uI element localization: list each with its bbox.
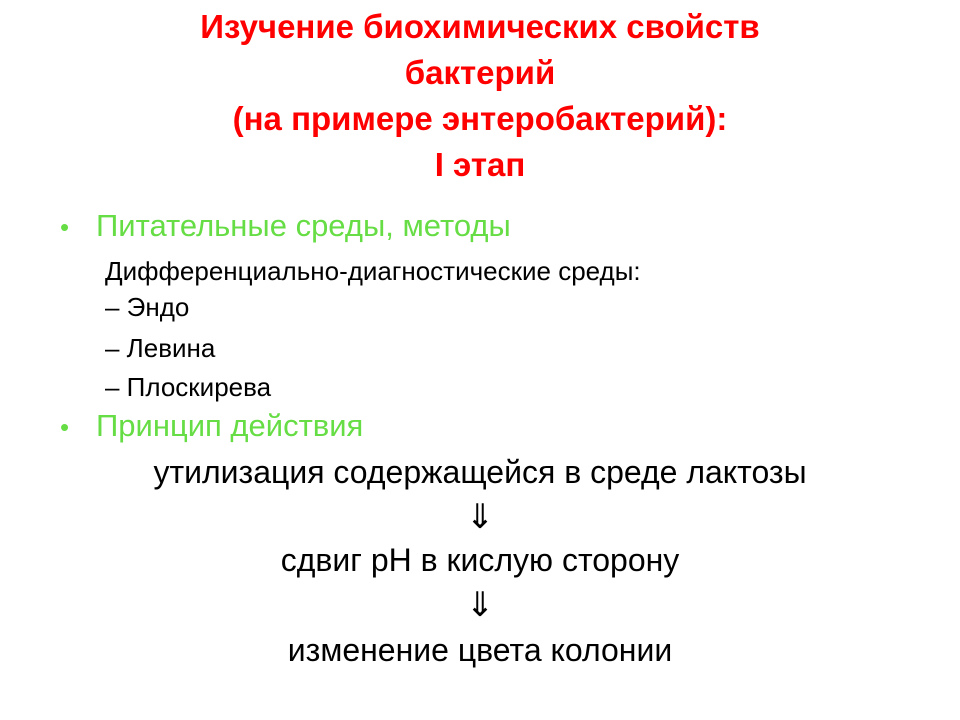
principle-step-2: сдвиг рН в кислую сторону xyxy=(280,542,680,578)
slide-title xyxy=(0,4,960,188)
principle-step-3: изменение цвета колонии xyxy=(287,632,673,668)
bullet-marker: • xyxy=(60,212,70,242)
title-line-3: (на примере энтеробактерий): xyxy=(232,100,728,137)
principle-step-1: утилизация содержащейся в среде лактозы xyxy=(153,454,807,490)
media-item-levin: – Левина xyxy=(105,333,216,363)
section-heading-media xyxy=(60,208,511,244)
title-line-1: Изучение биохимических свойств xyxy=(200,8,760,45)
title-line-4: I этап xyxy=(434,146,526,183)
bullet-marker: • xyxy=(60,412,70,442)
title-line-2: бактерий xyxy=(404,54,556,91)
heading-text: Принцип действия xyxy=(96,408,364,443)
section-heading-principle xyxy=(60,408,363,444)
down-double-arrow-icon: ⇓ xyxy=(465,497,495,537)
media-item-ploskirev: – Плоскирева xyxy=(105,372,272,402)
heading-text: Питательные среды, методы xyxy=(96,208,511,243)
media-item-endo: – Эндо xyxy=(105,292,190,322)
down-double-arrow-icon: ⇓ xyxy=(465,585,495,625)
media-subheading: Дифференциально-диагностические среды: xyxy=(105,256,641,286)
